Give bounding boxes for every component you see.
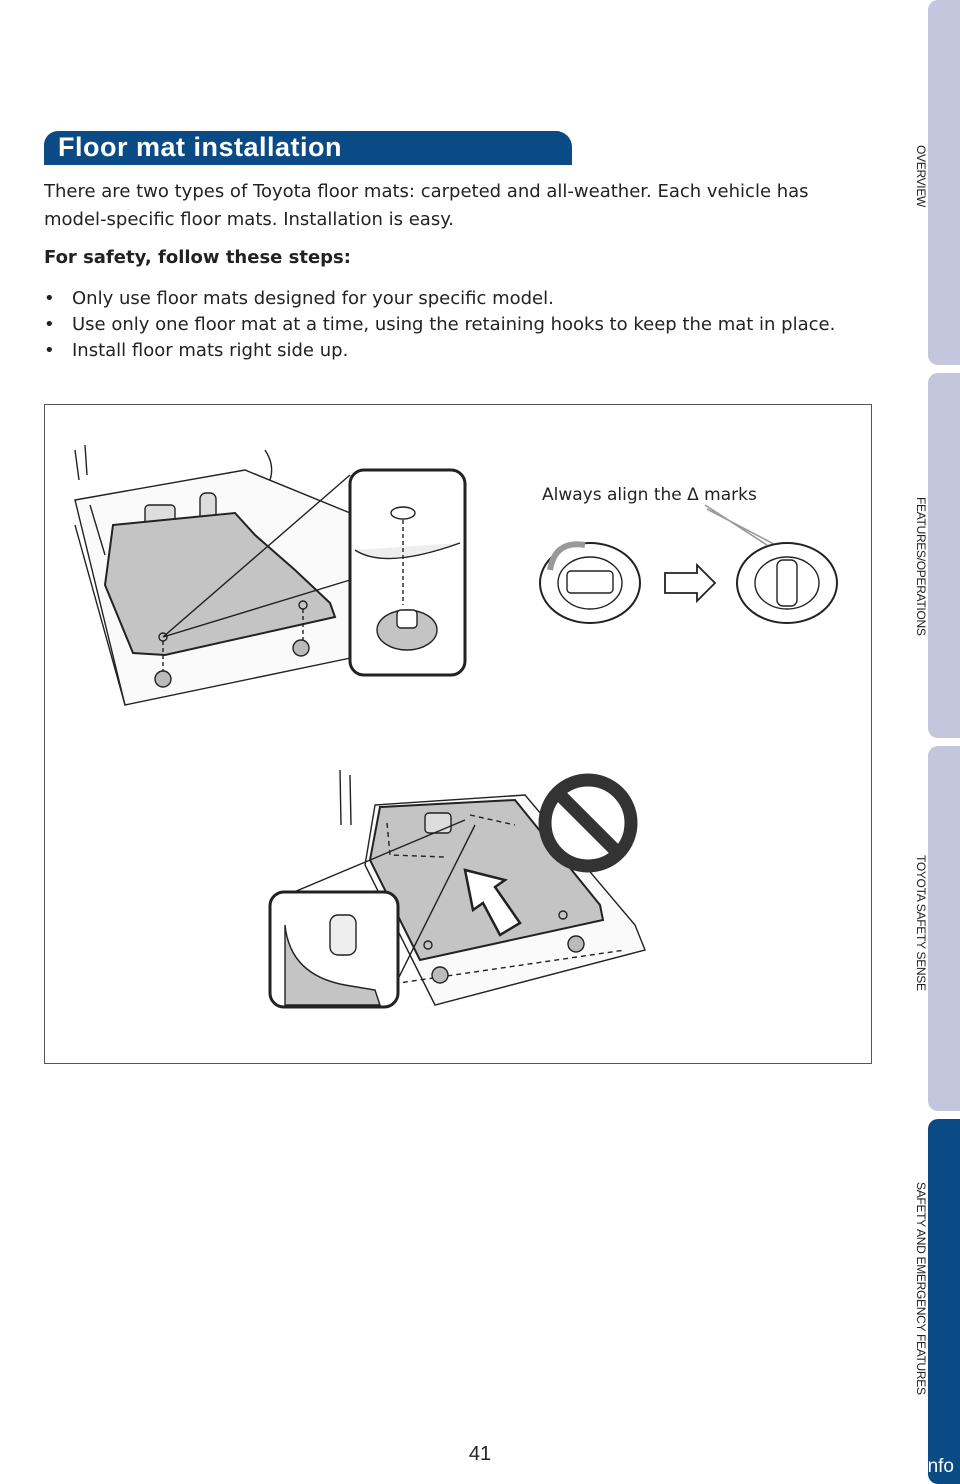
tab-features-operations[interactable] [928,373,960,738]
list-item: • Install floor mats right side up. [44,338,864,364]
bullet-marker: • [44,340,55,361]
list-item: • Only use floor mats designed for your specific model. [44,286,864,312]
prohibition-icon [545,780,631,866]
bullet-marker: • [44,288,55,309]
list-item: • Use only one floor mat at a time, using the retaining hooks to keep the mat in place. [44,312,864,338]
page-number: 41 [468,1443,492,1465]
tab-label-safety-emergency-features: SAFETY AND EMERGENCY FEATURES [914,1182,928,1395]
tab-overview[interactable] [928,0,960,365]
bullet-marker: • [44,314,55,335]
section-title: Floor mat installation [58,132,343,162]
floor-mat-illustration [44,404,872,1064]
section-tabs [928,0,960,1484]
tab-label-features-operations: FEATURES/OPERATIONS [914,497,928,636]
tab-label-toyota-safety-sense: TOYOTA SAFETY SENSE [914,855,928,991]
align-marks-label: Always align the Δ marks [542,485,757,505]
tab-toyota-safety-sense[interactable] [928,746,960,1111]
safety-steps-heading: For safety, follow these steps: [44,247,351,268]
tab-safety-emergency-features[interactable] [928,1119,960,1484]
intro-paragraph: There are two types of Toyota floor mats: carpeted and all-weather. Each vehicle has model-specific floor mats. Installation is easy. [44,181,809,230]
tab-label-overview: OVERVIEW [914,145,928,208]
safety-steps-list [44,286,864,364]
section-header [44,131,572,165]
watermark: carmanualsonline.info [769,1456,954,1477]
